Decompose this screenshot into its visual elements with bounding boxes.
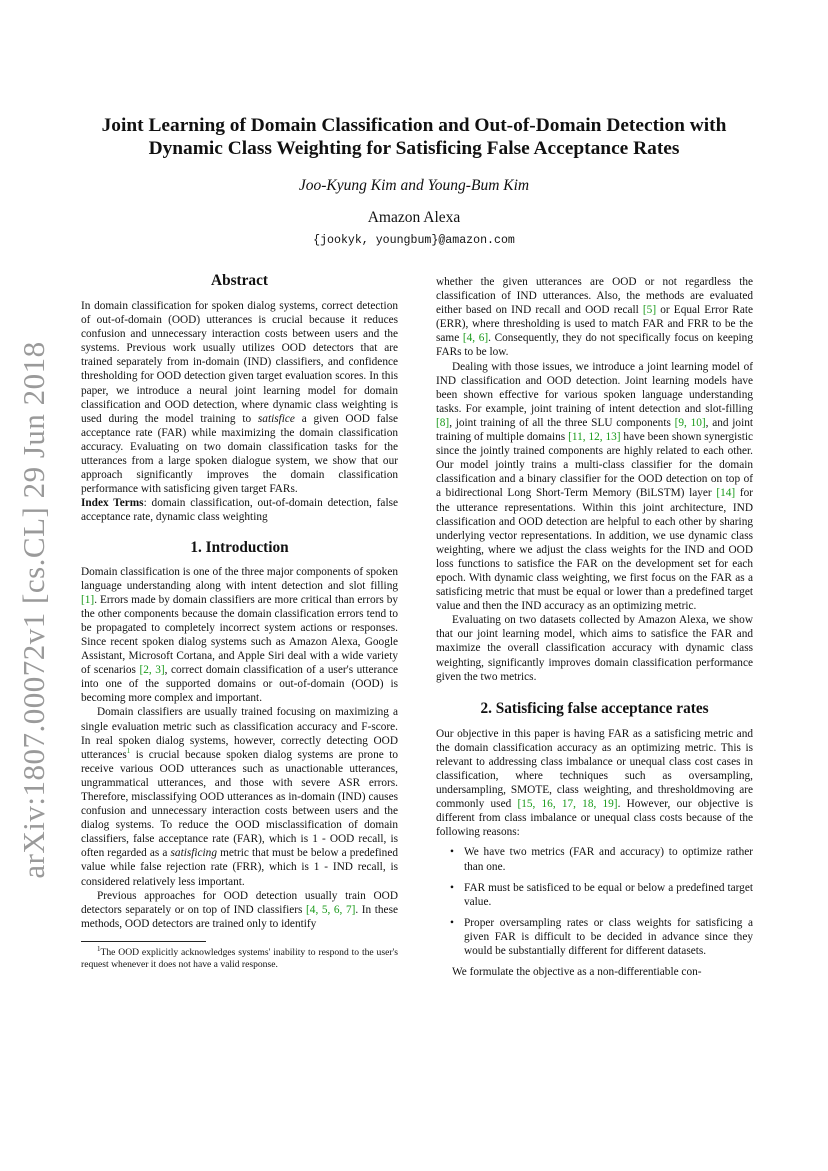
left-column: [81, 272, 398, 971]
reasons-list: [436, 845, 753, 958]
citation[interactable]: [2, 3]: [139, 664, 165, 677]
footnote-marker[interactable]: 1: [126, 746, 131, 755]
list-item: • Proper oversampling rates or class weights for satisficing a given FAR is difficult to be decided in advance since they would be substantially different for different datasets.: [464, 916, 753, 958]
right-paragraph-2: Dealing with those issues, we introduce a joint learning model of IND classification and OOD detection. Joint learning models have been shown effective for various spoken language understanding tasks. For example, joint training of intent detection and slot-filling [8], joint training of all the three SLU components [9, 10], and joint training of multiple domains [11, 12, 13] have been shown synergistic since the jointly trained components are highly related to each other. Our model jointly trains a multi-class classifier for the domain classification and a binary classifier for the OOD detection on top of a bidirectional Long Short-Term Memory (BiLSTM) layer [14] for the utterance representations. Within this joint architecture, IND classification and OOD detection are helpful to each other by sharing underlying vector representations. In addition, we use dynamic class weighting, where we adjust the class weights for the IND and OOD loss functions to satisfice the FAR on the development set for each epoch. With dynamic class weighting, we first focus on the FAR as a satisficing metric that must be equal or lower than a predefined target value and then the IND accuracy as an optimizing metric.: [436, 360, 754, 613]
paper-title: [70, 114, 758, 160]
citation[interactable]: [14]: [716, 487, 736, 500]
right-column: [436, 275, 753, 979]
section-2-heading: 2. Satisficing false acceptance rates: [480, 699, 709, 717]
section-2-paragraph-2: We formulate the objective as a non-differentiable con-: [452, 966, 702, 979]
citation[interactable]: [9, 10]: [674, 416, 706, 429]
affiliation: Amazon Alexa: [367, 209, 461, 226]
right-paragraph-3: Evaluating on two datasets collected by Amazon Alexa, we show that our joint learning model, which aims to satisfice the FAR and maximize the overall classification accuracy with dynamic class weighting, significantly improves domain classification performance given the two metrics.: [436, 614, 753, 683]
citation[interactable]: [15, 16, 17, 18, 19]: [517, 798, 618, 811]
list-item: • FAR must be satisficed to be equal or below a predefined target value.: [464, 881, 753, 909]
abstract-text: In domain classification for spoken dialog systems, correct detection of out-of-domain (OOD) utterances is crucial because it reduces confusion and unnecessary interaction costs between users and the systems. Previous work usually utilizes OOD detectors that are trained separately from in-domain (IND) classifiers, and confidence thresholding for OOD detection given target evaluation scores. In this paper, we introduce a neural joint learning model for domain classification and OOD detection, where dynamic class weighting is used during the model training to satisfice a given OOD false acceptance rate (FAR) while maximizing the domain classification accuracy. Evaluating on two domain classification tasks for the utterances from a large spoken dialogue system, we show that our approach significantly improves the domain classification performance with satisficing given target FARs.: [81, 300, 399, 496]
title-line-1: Joint Learning of Domain Classification and Out-of-Domain Detection with: [101, 115, 727, 136]
email: {jookyk, youngbum}@amazon.com: [313, 234, 515, 247]
footnote: $^1$The OOD explicitly acknowledges systems' inability to respond to the user's request whenever it does not have a valid response.: [81, 944, 398, 970]
right-paragraph-1: whether the given utterances are OOD or not regardless the classification of IND utterances. Also, the methods are evaluated either based on IND recall and OOD recall [5] or Equal Error Rate (ERR), where thresholding is used to match FAR and FRR to be the same [4, 6]. Consequently, they do not specifically focus on keeping FARs to be low.: [436, 276, 753, 359]
citation[interactable]: [8]: [436, 416, 450, 429]
title-line-2: Dynamic Class Weighting for Satisficing False Acceptance Rates: [148, 138, 680, 159]
footnote-rule: [81, 941, 206, 942]
intro-paragraph-2: Domain classifiers are usually trained focusing on maximizing a single evaluation metric such as classification accuracy and F-score. In real spoken dialog systems, however, correctly detecting OOD utterances$^1$ is crucial because spoken dialog systems are prone to receive various OOD utterances such as unactionable utterances, ungrammatical utterances, and those with severe ASR errors. Therefore, misclassifying OOD utterances as in-domain (IND) causes confusion and unnecessary interaction costs between users and the dialog systems. To reduce the OOD misclassification of domain classifiers, false acceptance rate (FAR), which is 1 - OOD recall, is often regarded as a satisficing metric that must be below a predefined value while false rejection rate (FRR), which is 1 - IND recall, is considered relatively less important.: [81, 706, 398, 888]
section-2-paragraph: Our objective in this paper is having FAR as a satisficing metric and the domain classification accuracy as an optimizing metric. This is relevant to addressing class imbalance or unequal class cost cases in classification, where techniques such as oversampling, undersampling, SMOTE, class weighting, and thresholdmoving are commonly used [15, 16, 17, 18, 19]. However, our objective is different from class imbalance or unequal class costs because of the following reasons:: [436, 727, 753, 839]
citation[interactable]: [5]: [642, 304, 657, 317]
introduction-heading: 1. Introduction: [190, 538, 289, 556]
citation[interactable]: [4, 5, 6, 7]: [306, 903, 356, 916]
authors: Joo-Kyung Kim and Young-Bum Kim: [298, 177, 530, 194]
index-terms: Index Terms: domain classification, out-of-domain detection, false acceptance rate, dynamic class weighting: [81, 497, 398, 524]
arxiv-identifier: arXiv:1807.00072v1 [cs.CL] 29 Jun 2018: [16, 341, 51, 879]
intro-paragraph-3: Previous approaches for OOD detection usually train OOD detectors separately or on top of IND classifiers [4, 5, 6, 7]. In these methods, OOD detectors are trained only to identify: [81, 889, 398, 930]
citation[interactable]: [4, 6]: [462, 332, 489, 345]
intro-paragraph-1: Domain classification is one of the three major components of spoken language understanding along with intent detection and slot filling [1]. Errors made by domain classifiers are more critical than errors by the other components because the domain classification errors tend to be propagated to completely incorrect system actions or responses. Since recent spoken dialog systems such as Amazon Alexa, Google Assistant, Microsoft Cortana, and Apple Siri deal with a wide variety of scenarios [2, 3], correct domain classification of a user's utterance into one of the supported domains or out-of-domain (OOD) is becoming more complex and important.: [81, 565, 398, 705]
citation[interactable]: [11, 12, 13]: [568, 431, 621, 444]
abstract-heading: Abstract: [211, 272, 268, 289]
citation[interactable]: [1]: [81, 593, 95, 606]
list-item: • We have two metrics (FAR and accuracy) to optimize rather than one.: [464, 845, 753, 873]
